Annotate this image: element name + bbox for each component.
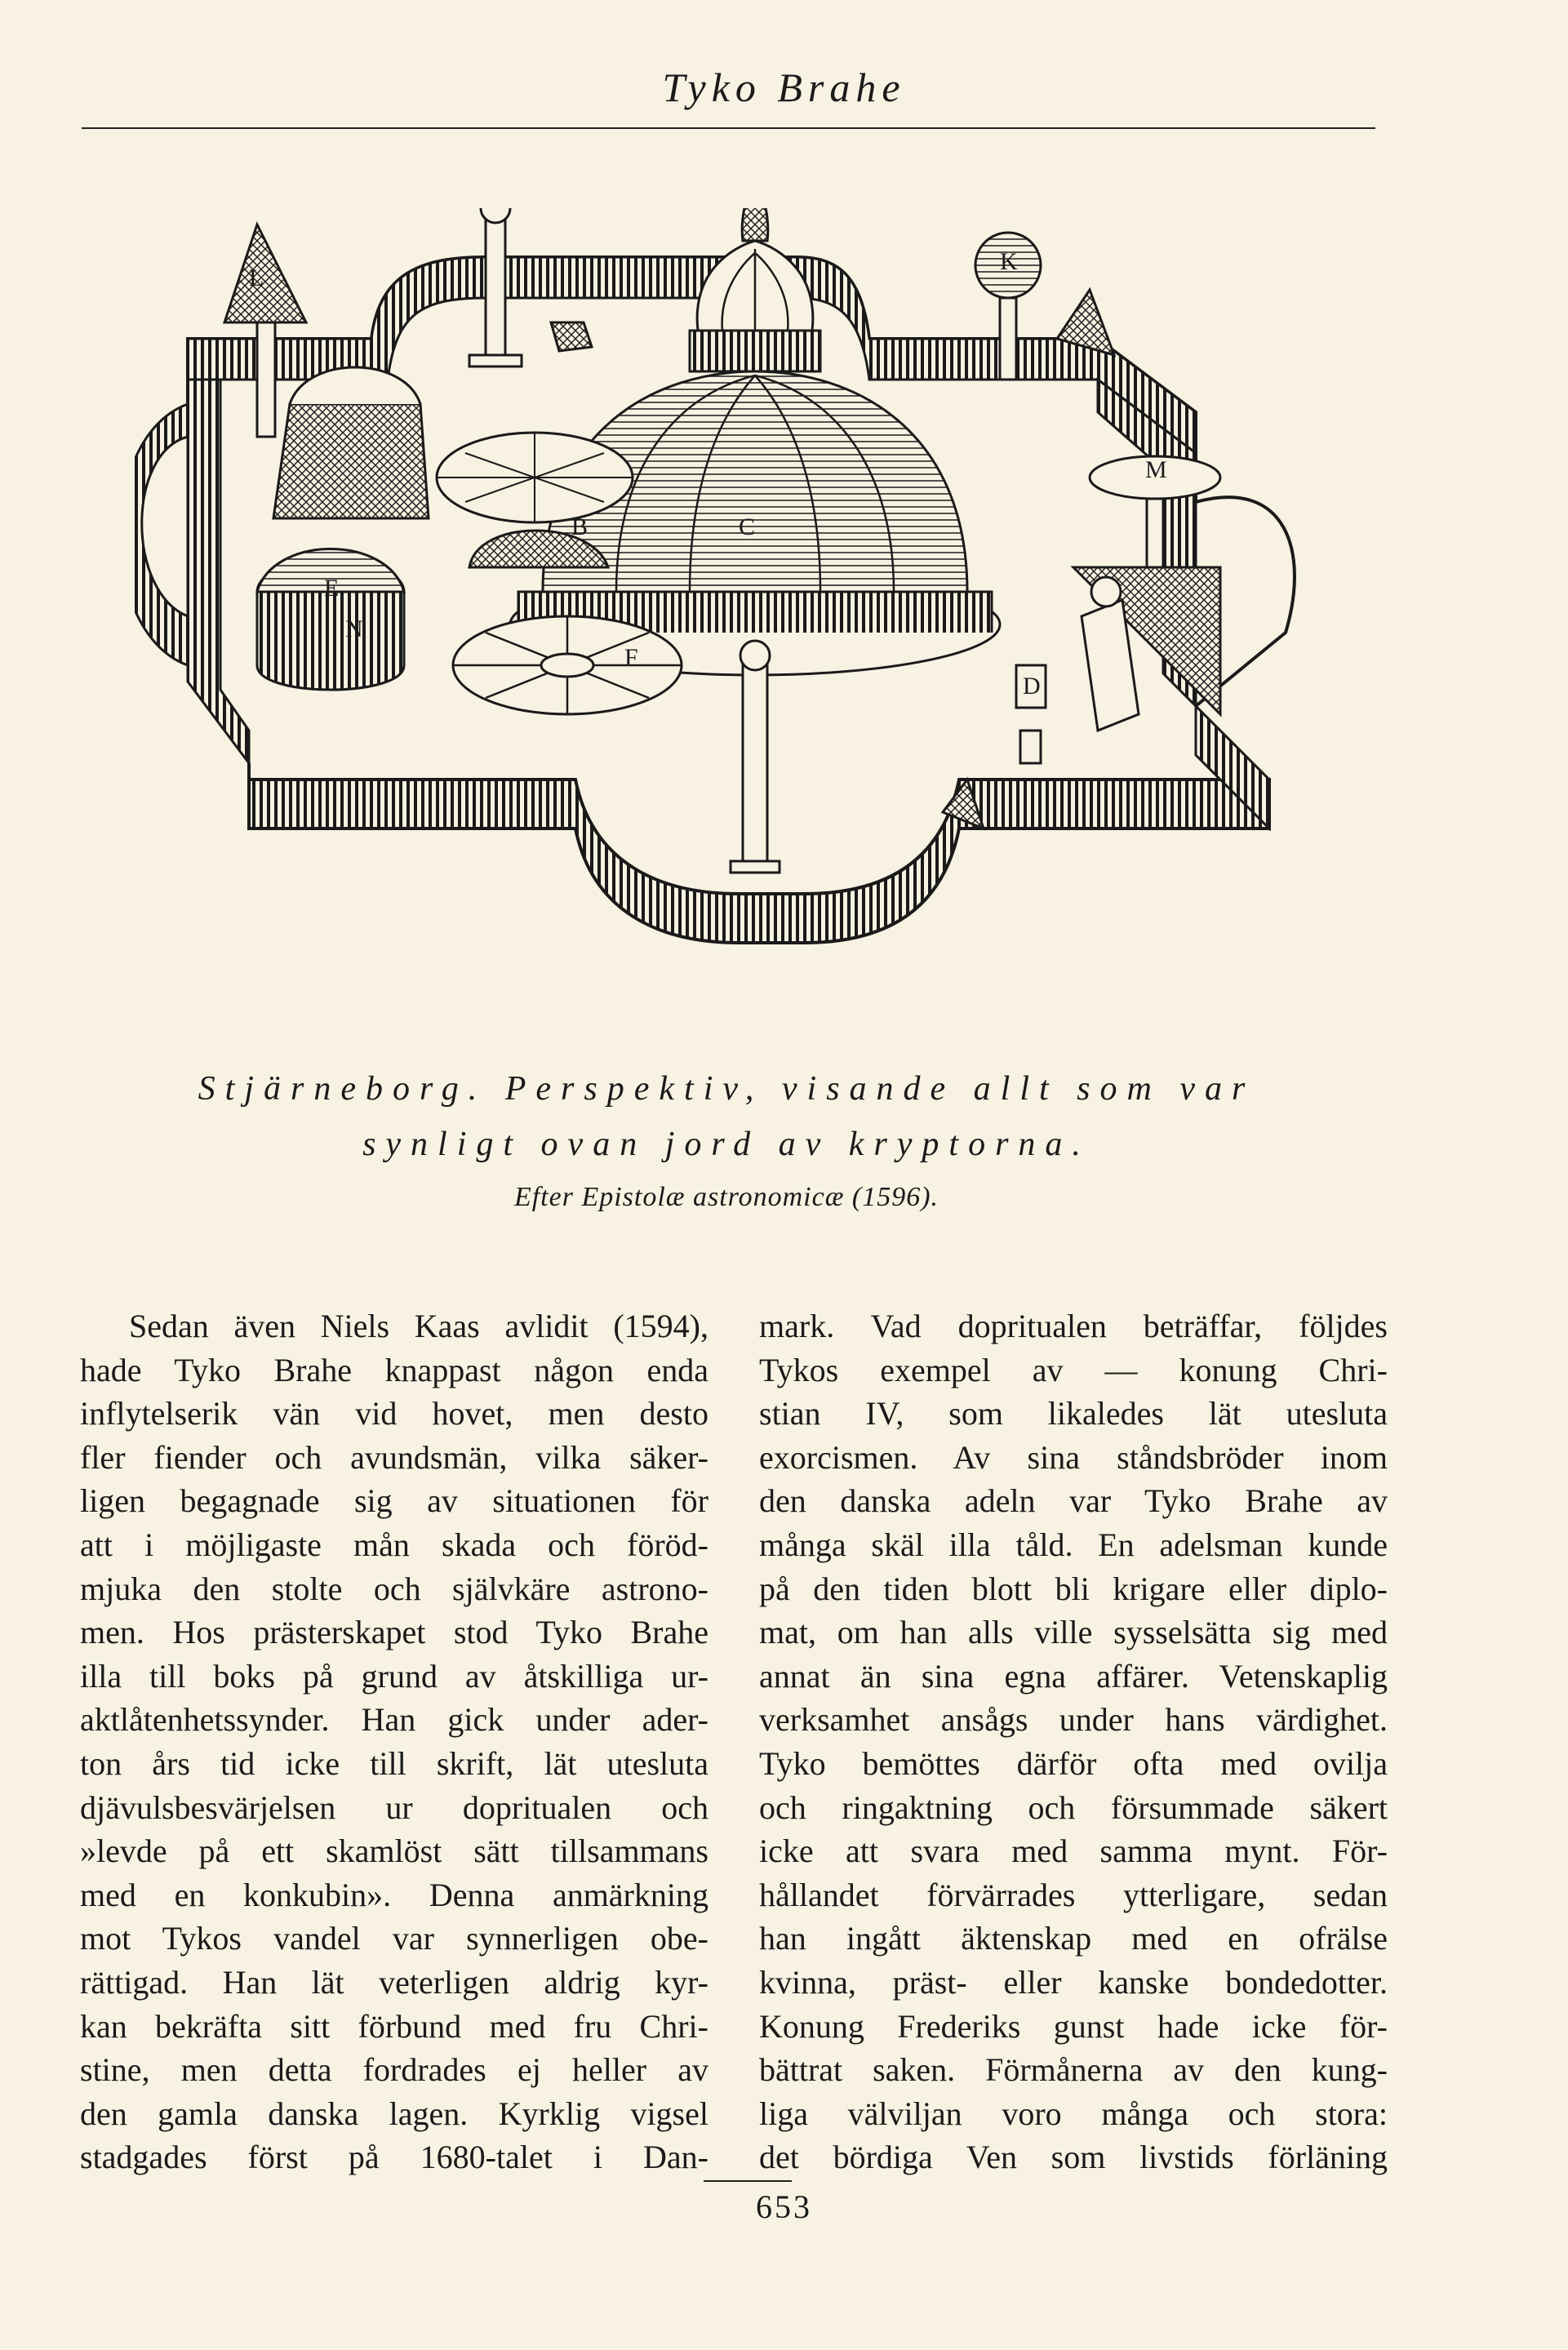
crypt-gate-house [273,367,429,518]
label-c: C [739,513,756,540]
crypt-f-roof [453,616,682,714]
label-n: N [345,615,363,642]
figure-caption-line-1: Stjärneborg. Perspektiv, visande allt som var [198,1070,1255,1108]
text-line: men. Hos prästerskapet stod Tyko Brahe [80,1614,708,1651]
text-line: aktlåtenhetssynder. Han gick under ader- [80,1701,708,1739]
text-line: bättrat saken. Förmånerna av den kung- [759,2051,1388,2089]
text-line: illa till boks på grund av åtskilliga ur- [80,1657,708,1695]
text-line: den danska adeln var Tyko Brahe av [759,1482,1388,1520]
label-k: K [1000,248,1018,275]
stjarneborg-woodcut-illustration [135,208,1326,1057]
text-line: han ingått äktenskap med en ofrälse [759,1920,1388,1957]
text-line: kan bekräfta sitt förbund med fru Chri- [80,2007,708,2045]
text-line: »levde på ett skamlöst sätt tillsammans [80,1832,708,1870]
text-column-left [80,1304,708,2179]
running-head: Tyko Brahe [662,64,906,110]
text-line: icke att svara med samma mynt. För- [759,1832,1388,1870]
crypt-e [257,549,404,691]
text-line: Tykos exempel av — konung Chri- [759,1351,1388,1388]
label-e: E [324,575,340,602]
text-line: hållandet förvärrades ytterligare, sedan [759,1876,1388,1913]
text-line: på den tiden blott bli krigare eller diplo- [759,1570,1388,1607]
text-line: stine, men detta fordrades ej heller av [80,2051,708,2089]
text-line: liga välviljan voro många och stora: [759,2095,1388,2132]
folio-rule [704,2180,792,2182]
text-line: ton års tid icke till skrift, lät utesluta [80,1744,708,1782]
text-line: stadgades först på 1680-talet i Dan- [80,2139,708,2176]
quadrant-m [1073,456,1220,731]
text-line: inflytelserik vän vid hovet, men desto [80,1395,708,1433]
text-line: hade Tyko Brahe knappast någon enda [80,1351,708,1388]
label-d: D [1023,673,1041,700]
text-line: den gamla danska lagen. Kyrklig vigsel [80,2095,708,2132]
text-line: kvinna, präst- eller kanske bondedotter. [759,1963,1388,2001]
text-line: exorcismen. Av sina ståndsbröder inom [759,1438,1388,1476]
text-line: mot Tykos vandel var synnerligen obe- [80,1920,708,1957]
text-line: Tyko bemöttes därför ofta med ovilja [759,1744,1388,1782]
page-number: 653 [756,2188,812,2225]
sundial-wedge [551,322,592,351]
text-line: djävulsbesvärjelsen ur dopritualen och [80,1788,708,1826]
text-line: mat, om han alls ville sysselsätta sig med [759,1614,1388,1651]
text-line: mjuka den stolte och självkäre astrono- [80,1570,708,1607]
text-line: med en konkubin». Denna anmärkning [80,1876,708,1913]
figure-caption-line-2: synligt ovan jord av kryptorna. [362,1126,1090,1163]
text-line: rättigad. Han lät veterligen aldrig kyr- [80,1963,708,2001]
text-line: stian IV, som likaledes lät utesluta [759,1395,1388,1433]
text-column-right [759,1304,1388,2179]
figure-source-note: Efter Epistolæ astronomicæ (1596). [513,1182,939,1212]
text-line: fler fiender och avundsmän, vilka säker- [80,1438,708,1476]
label-l: L [249,264,264,291]
text-line: att i möjligaste mån skada och föröd- [80,1526,708,1563]
text-line: Sedan även Niels Kaas avlidit (1594), [129,1308,708,1344]
label-f: F [624,644,638,671]
label-b: B [571,513,589,540]
text-line: och ringaktning och försummade säkert [759,1788,1388,1826]
text-line: mark. Vad dopritualen beträffar, följdes [759,1308,1388,1344]
text-line: verksamhet ansågs under hans värdighet. [759,1701,1388,1739]
text-line: det bördiga Ven som livstids förläning [759,2139,1388,2176]
text-line: många skäl illa tåld. En adelsman kunde [759,1526,1388,1563]
text-line: annat än sina egna affärer. Vetenskaplig [759,1657,1388,1695]
header-rule [82,127,1375,129]
label-m: M [1145,456,1167,483]
text-line: ligen begagnade sig av situationen för [80,1482,708,1520]
text-line: Konung Frederiks gunst hade icke för- [759,2007,1388,2045]
